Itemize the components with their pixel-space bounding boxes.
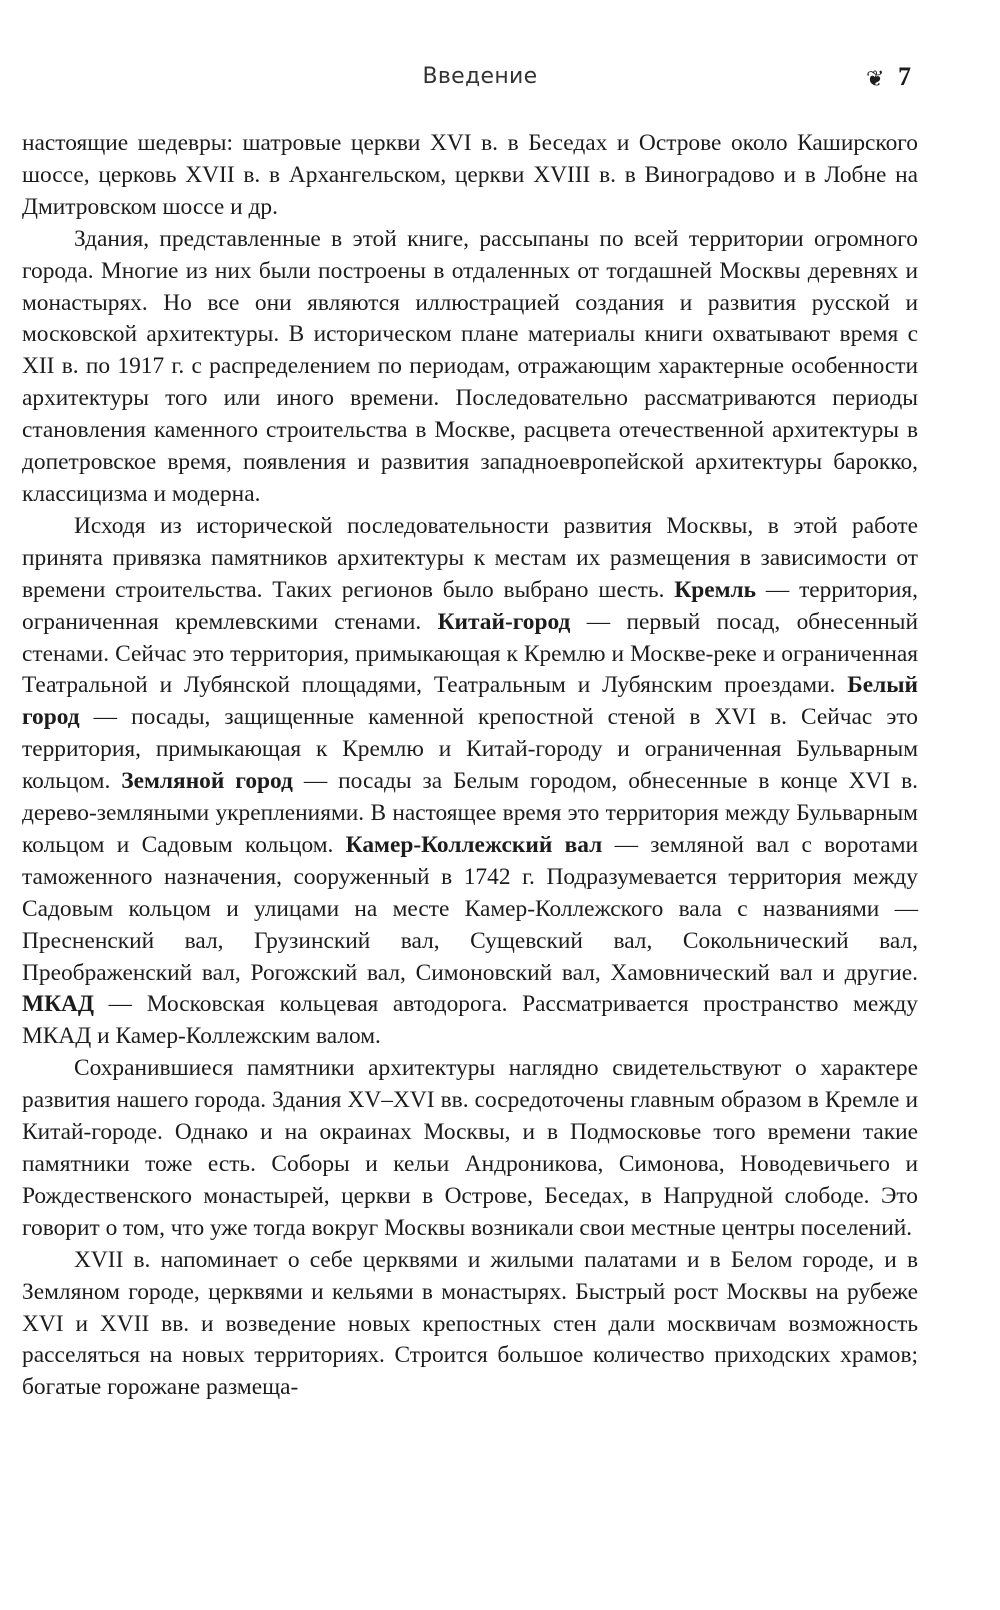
running-title: Введение: [422, 64, 538, 89]
text-run: — Московская кольцевая автодорога. Рассматривается пространство между МКАД и Камер-Коллежским валом.: [22, 991, 918, 1050]
text-run: — посады за Белым городом, обнесенные в конце XVI в. дерево-земляными укреплениями. В настоящее время это территория между Бульварным кольцом и Садовым кольцом.: [22, 768, 918, 858]
bold-term: Камер-Коллежский вал: [345, 831, 603, 858]
text-run: XVII в. напоминает о себе церквями и жилыми палатами и в Белом городе, и в Земляном городе, церквями и кельями в монастырях. Быстрый рост Москвы на рубеже XVI и XVII вв. и возведение новых крепостных стен дали москвичам возможность расселяться на новых территориях. Строится большое количество приходских храмов; богатые горожане размеща-: [22, 1246, 918, 1401]
page-number: 7: [898, 62, 911, 91]
page-body: [22, 128, 918, 1404]
paragraph-4: [22, 1053, 918, 1244]
text-run: Исходя из исторической последовательности развития Москвы, в этой работе принята привязка памятников архитектуры к местам их размещения в зависимости от времени строительства. Таких регионов было выбрано шесть.: [22, 512, 918, 603]
paragraph-3: [22, 511, 918, 1053]
bold-term: Кремль: [674, 576, 757, 603]
text-run: — земляной вал с воротами таможенного назначения, сооруженный в 1742 г. Подразумевается территория между Садовым кольцом и улицами на месте Камер-Коллежского вала с названиями — Пресненский вал, Грузинский вал, Сущевский вал, Сокольнический вал, Преображенский вал, Рогожский вал, Симоновский вал, Хамовнический вал и другие.: [22, 831, 919, 986]
bold-term: Земляной город: [121, 768, 293, 795]
fleuron-ornament-icon: ❦: [866, 66, 885, 91]
running-head: [0, 60, 1000, 100]
paragraph-1: [22, 128, 918, 224]
bold-term: Китай-город: [437, 608, 571, 635]
text-run: — посады, защищенные каменной крепостной стеной в XVI в. Сейчас это территория, примыкающая к Кремлю и Китай-городу и ограниченная Бульварным кольцом.: [22, 704, 918, 795]
text-run: Сохранившиеся памятники архитектуры наглядно свидетельствуют о характере развития нашего города. Здания XV–XVI вв. сосредоточены главным образом в Кремле и Китай-городе. Однако и на окраинах Москвы, и в Подмосковье того времени такие памятники тоже есть. Соборы и кельи Андроникова, Симонова, Новодевичьего и Рождественского монастырей, церкви в Острове, Беседах, в Напрудной слободе. Это говорит о том, что уже тогда вокруг Москвы возникали свои местные центры поселений.: [22, 1055, 918, 1241]
text-run: — первый посад, обнесенный стенами. Сейчас это территория, примыкающая к Кремлю и Москве-реке и ограниченная Театральной и Лубянской площадями, Театральным и Лубянским проездами.: [22, 608, 918, 699]
paragraph-5: [22, 1245, 918, 1405]
text-run: настоящие шедевры: шатровые церкви XVI в. в Беседах и Острове около Каширского шоссе, церковь XVII в. в Архангельском, церкви XVIII в. в Виноградово и в Лобне на Дмитровском шоссе и др.: [22, 130, 918, 220]
bold-term: МКАД: [22, 991, 95, 1018]
paragraph-2: [22, 224, 918, 511]
text-run: Здания, представленные в этой книге, рассыпаны по всей территории огромного города. Многие из них были построены в отдаленных от тогдашней Москвы деревнях и монастырях. Но все они являются иллюстрацией создания и развития русской и московской архитектуры. В историческом плане материалы книги охватывают время с XII в. по 1917 г. с распределением по периодам, отражающим характерные особенности архитектуры того или иного времени. Последовательно рассматриваются периоды становления каменного строительства в Москве, расцвета отечественной архитектуры в допетровское время, появления и развития западноевропейской архитектуры барокко, классицизма и модерна.: [22, 225, 918, 507]
bold-term: Белый город: [22, 672, 918, 731]
text-run: — территория, ограниченная кремлевскими стенами.: [22, 576, 919, 635]
